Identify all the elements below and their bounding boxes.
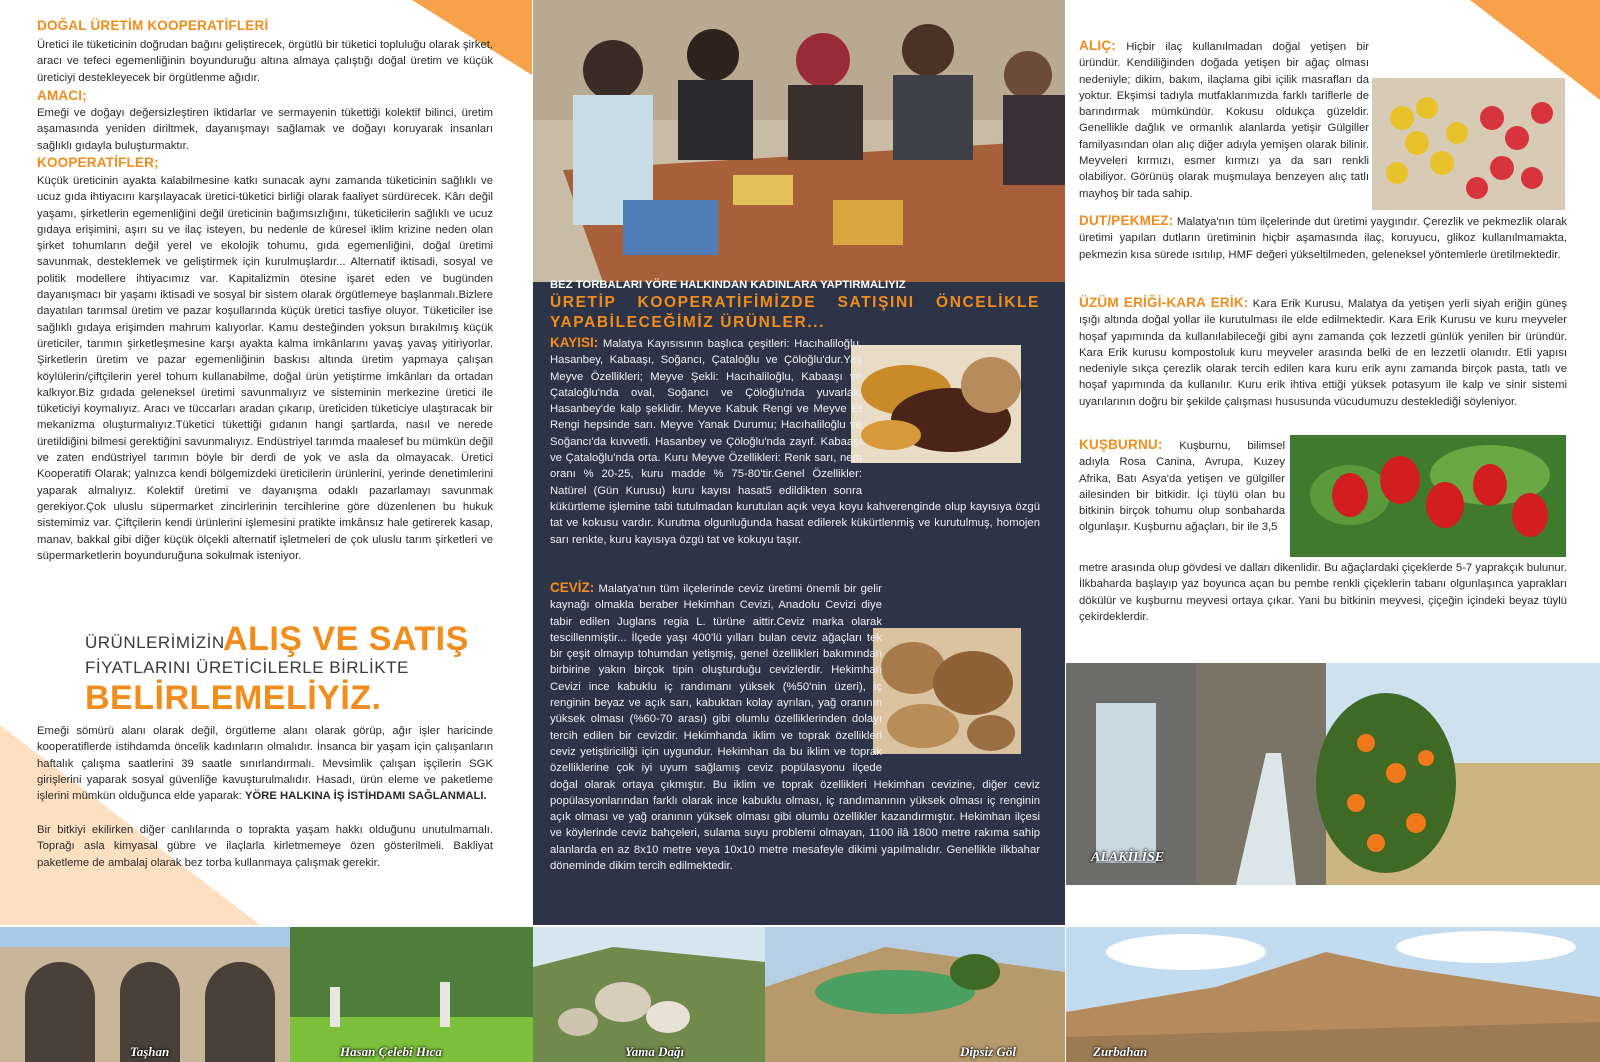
dut-body: Malatya'nın tüm ilçelerinde dut üretimi yaygındır. Çerezlik ve pekmezlik olarak üretimi yapılan dutların üretiminin hiçbir aşamasında ilaç, koruyucu, glikoz kullanılmamakta, pekmezin kısa sürede ısıtılıp, HMF değeri yükseltilmeden, geleneksel yöntemlerle üretilmektedir. bbox=[1079, 216, 1568, 261]
slogan-line-1: ÜRÜNLERİMİZİN bbox=[85, 633, 225, 652]
kayisi-text bbox=[550, 335, 1040, 548]
bitki-text: Bir bitkiyi ekilirken diğer canlılarında o toprakta yaşam hakkı olduğunu unutulmamalı. Toprağı asla kimyasal gübre ve ilaçlarla kirletmemeye özen gösterilmeli. Bakliyat paketleme de ambalaj olarak bez torba kullanmaya çalışmak gerekir. bbox=[37, 824, 493, 869]
zurbahan-photo bbox=[1066, 927, 1600, 1062]
emek-text bbox=[37, 723, 493, 804]
kusburnu-text bbox=[1079, 437, 1285, 536]
women-workshop-photo bbox=[533, 0, 1065, 282]
emek-bold: YÖRE HALKINA İŞ İSTİHDAMI SAĞLANMALI. bbox=[244, 790, 487, 803]
dipsiz-gol-photo bbox=[765, 927, 1065, 1062]
right-panel bbox=[1066, 0, 1600, 925]
yama-dagi-photo bbox=[533, 927, 765, 1062]
float-spacer-2 bbox=[882, 628, 1040, 764]
dut-text bbox=[1079, 213, 1567, 263]
kusburnu-label: KUŞBURNU: bbox=[1079, 437, 1163, 452]
kusburnu-body: Kuşburnu, bilimsel adıyla Rosa Canina, Avrupa, Kuzey Afrika, Batı Asya'da yetişen ve gülgiller ailesinden bir bitkidir. İçi tüylü olan bu bitkinin birçok tohumu olup sonbaharda olgunlaşır. Kuşburnu ağaçları, bir ile 3,5 bbox=[1079, 440, 1285, 534]
urunler-heading: ÜRETİP KOOPERATİFİMİZDE SATIŞINI ÖNCELİKLE YAPABİLECEĞİMİZ ÜRÜNLER... bbox=[550, 294, 1040, 331]
dogal-text: Üretici ile tüketicinin doğrudan bağını geliştirecek, örgütlü bir tüketici topluluğu olarak şirket, aracı ve tefeci egemenliğinin boyunduruğu altına almaya çalıştığı doğal üretim ve küçük üreticiyi destekleyecek bir örgütlenme ağıdır. bbox=[37, 39, 493, 84]
left-panel bbox=[0, 0, 532, 925]
hasan-celebi-photo bbox=[290, 927, 533, 1062]
slogan-line-2: FİYATLARINI ÜRETİCİLERLE BİRLİKTE bbox=[85, 658, 409, 677]
float-spacer bbox=[862, 335, 1040, 495]
alic-label: ALIÇ: bbox=[1079, 38, 1116, 53]
uzum-text bbox=[1079, 295, 1567, 410]
ceviz-label: CEVİZ: bbox=[550, 580, 595, 595]
kayisi-label: KAYISI: bbox=[550, 335, 599, 350]
alakilise-caption: ALAKİLİSE bbox=[1091, 850, 1165, 865]
uzum-label: ÜZÜM ERİĞİ-KARA ERİK: bbox=[1079, 295, 1249, 310]
amaci-heading: AMACI; bbox=[37, 88, 87, 103]
kooperatifler-text: Küçük üreticinin ayakta kalabilmesine katkı sunacak aynı zamanda tüketicinin sağlıklı ve ucuz gıda ihtiyacını karşılayacak üretici-tüketici birliği olarak faaliyet sürdürecek. Kârı değil yaşamı, şirketlerin egemenliğini değil üreticinin bağımsızlığını, tüketicilerin sağlıklı ve ucuz gıdaya erişimini, aşırı su ve ilaç isteyen, bu nedenle de küresel iklim krizine neden olan şirket tohumların değil yerel ve ekolojik tohumu, gıda egemenliğini, doğal üretimi savunmak, desteklemek ve geliştirmek için kurulmuşlardır... Alternatif iktisadi, sosyal ve politik modellere ihtiyacımız var. Kapitalizmin ötesine işaret eden ve bugünden dayanışmacı bir yaşamı iktisadi ve sosyal bir sistem olarak örgütlemeye başlanmalı.Bizlere dayatılan tarımsal üretim ve pazar koşullarında küçük üretici tasfiye oluyor. Tüketiciler ise sağlıklı gıdaya erişimden mahrum kalıyorlar. Kamu desteğinden yoksun bırakılmış küçük üreticiler, tarımın şirketleşmesine karşı ayakta kalma imkânlarını yavaş yavaş yitiriyorlar. Şirketlerin üretim ve pazar egemenliğinin baskısı altında üretim yapmaya çalışan köylülerin/çiftçilerin yerel tohum kullanabilme, doğal ürün yetiştirme imkânları da ortadan kalkıyor.Biz gıdada geleneksel üretimi savunmalıyız ve sisteminin merkezine üretici ile tüketiciyi koymalıyız. Aracı ve tüccarları aradan çıkarıp, üreticiden tüketiciye ulaştıracak bir mekanizma oluşturmalıyız.Tüketici tükettiği gıdanın hangi şartlarda, nasıl ve nerede üretildiğini bilmesi gerektiğini savunmalıyız. Endüstriyel tarımda maalesef bu mümkün değil ve zaten endüstriyel tarımın böyle bir derdi de yok ve asla da olmayacak. Üretici Kooperatifi Olarak; yalnızca kendi bölgemizdeki üreticilerin ürünlerini, yerinde denetimlerini yaparak almalıyız. Kolektif üretimi ve dayanışma odaklı pazarlamayı savunmak gerekiyor.Çok uluslu süpermarket zincirlerinin tercihlerine göre düzenlenen bu hukuk sistemimiz var. Çiftçilerin kendi ürünlerini işlemesini pratikte imkânsız hale getirerek kasap, manav, bakkal gibi diğer küçük ölçekli alternatif işletmeleri de çok uluslu tarım şirketleri ve süpermarketlerin boyunduruğuna sokulmak isteniyor. bbox=[37, 175, 493, 562]
slogan-big-1: ALIŞ VE SATIŞ bbox=[223, 620, 469, 658]
bez-torba-heading: BEZ TORBALARI YÖRE HALKINDAN KADINLARA YAPTIRMALIYIZ bbox=[550, 279, 906, 291]
caption-hasan-celebi: Hasan Çelebi Hıca bbox=[340, 1044, 442, 1059]
alic-body: Hiçbir ilaç kullanılmadan doğal yetişen bir üründür. Kendiliğinden doğada yetişen bir ağaç olması nedeniyle; dikim, bakım, ilaçlama gibi içilik masrafları da yoktur. Ekşimsi tadıyla mutfaklarımızda farklı tariflerle de barındırmak mümkündür. Kokusu oldukça güzeldir. Genellikle dağlık ve ormanlık alanlarda yetişir Gülgiller familyasından olan alıç diğer adıyla yemişen olarak bilinir. Meyveleri kırmızı, esmer kırmızı ya da sarı renkli olabiliyor. Görünüş olarak muşmulaya benzeyen alıç tatlı mayhoş bir tada sahip. bbox=[1079, 41, 1369, 200]
rosehip-photo bbox=[1290, 435, 1566, 557]
caption-zurbahan: Zurbahan bbox=[1093, 1044, 1148, 1059]
caption-dipsiz-gol: Dipsiz Göl bbox=[960, 1044, 1016, 1059]
amaci-text: Emeği ve doğayı değersizleştiren iktidarlar ve sermayenin tükettiği kolektif bilinci, üretim aşamasında yeniden diriltmek, dayanışmayı sağlamak ve doğayı koruyarak insanları sağlıklı gıdayla buluşturmaktır. bbox=[37, 107, 493, 152]
ceviz-text bbox=[550, 580, 1040, 874]
emek-paragraph: Emeği sömürü alanı olarak değil, örgütleme alanı olarak görüp, ağır işler haricinde kooperatiflerde istihdamda öncelik kadınların olmalıdır. İnsanca bir yaşam için çalışanların haftalık çalışma saatlerini 39 saatle sınırlandırmalı. Mevsimlik çalışan işçilerin SGK girişlerini yaparak sosyal güvenliğe kavuşturulmalıdır. Hasadı, ürün eleme ve paketleme işlerini mümkün olduğunca elde yaparak: bbox=[37, 725, 493, 803]
ceviz-body: Malatya'nın tüm ilçelerinde ceviz üretimi önemli bir gelir kaynağı olmakla beraber Hekimhan Cevizi, Anadolu Cevizi diye tabir edilen Juglans regia L. türüne aittir.Ceviz marka olarak tescillenmiştir... İlçede yaşı 400'lü yılları bulan ceviz ağaçları tek bir çeşit olmayıp tohumdan yetişmiş, genel özellikleri bakımından birbirine yakın birçok tipin oluşturduğu cevizlerdir. Hekimhan Cevizi ince kabuklu iç randımanı yüksek (%50'nin üzeri), iç renginin beyaz ve açık sarı, kabuktan kolay ayrılan, yağ oranının yüksek olması (%60-70 arası) gibi olumlu özelliklerinden dolayı tercih edilen bir cevizdir. Hekimhanda iklim ve toprak özellikleri ceviz yetiştiriciliği için uygundur. Hekimhan da bu iklim ve toprak özelliklerine çok iyi uyum sağlamış ceviz popülasyonu ilçede doğal olarak ortaya çıkmıştır. Bu iklim ve toprak özellikleri Hekimhan cevizine, diğer ceviz popülasyonlarından farklı olarak ince kabuklu olması, iç randımanının yüksek olması iç renginin açık olması ve yağ oranının yüksek olması gibi olumlu özellikler kazandırmıştır. Hekimhan ilçesi ve köylerinde ceviz bahçeleri, sulama suyu problemi olmayan, 1100 ilâ 1800 metre rakıma sahip alanlarda en az 8x10 metre veya 10x10 metre mesafeyle dikimi yapılmalıdır. Genellikle ilkbahar döneminde dikim tercih edilmektedir. bbox=[550, 583, 1040, 873]
dogal-heading: DOĞAL ÜRETİM KOOPERATİFLERİ bbox=[37, 18, 269, 33]
caption-tashan: Taşhan bbox=[130, 1044, 170, 1059]
middle-panel bbox=[533, 0, 1065, 925]
tashan-photo bbox=[0, 927, 290, 1062]
uzum-body: Kara Erik Kurusu, Malatya da yetişen yerli siyah eriğin güneş ışığı altında doğal yollar ile kurutulması ile elde edilmektedir. Kara Erik Kurusu ve kuru meyveler hoşaf yapımında da kullanılabileceği gibi aynı zamanda çok lezzetli günlük yenilen bir üründür. Kara Erik kurusu kompostoluk kuru meyveler arasında belki de en lezzetli olanıdır. Etli yapısı nedeniyle sıkça çerezlik olarak tercih edilen kara kuru erik aynı zamanda birçok pasta, tatlı ve hoşaf yapımında da kullanılır. Kuru erik ihtiva ettiği yüksek potasyum ile kalp ve sinir sistemi uyarılarının doğru bir şekilde çalışması hususunda vücudumuzu desteklediği söyleniyor. bbox=[1079, 298, 1567, 408]
kayisi-body: Malatya Kayısısının başlıca çeşitleri: Hacıhaliloğlu, Hasanbey, Kabaaşı, Soğancı, Çataloğlu ve Çöloğlu'dur.Yaş Meyve Özellikleri; Meyve Şekli: Hacıhaliloğlu, Kabaaşı ve Çataloğlu'nda oval, Soğancı ve Çöloğlu'nda yuvarlak, Hasanbey'de kalp şeklidir. Meyve Kabuk Rengi ve Meyve Et Rengi hepsinde sarı. Meyve Yanak Durumu; Hacıhaliloğlu ve Soğancı'da kuvvetli. Hasanbey ve Çöloğlu'nda zayıf. Kabaaşı ve Çataloğlu'nda orta. Kuru Meyve Özellikleri: Renk sarı, nem oranı % 20-25, kuru madde % 75-80'tir.Genel Özellikler: Natürel (Gün Kurusu) kuru kayısı hasat5 edildikten sonra kükürtleme işlemine tabi tutulmadan kurutulan açık veya koyu kahverenginde olup kayısıya özgü tat ve kokusu vardır. Kurutma olgunluğunda hasat edilerek kükürtlenmiş ve kurutulmuş, homojen sarı renkte, kuru kayısıya özgü tat ve kokuyu taşır. bbox=[550, 338, 1040, 546]
kooperatifler-heading: KOOPERATİFLER; bbox=[37, 155, 159, 170]
caption-yama-dagi: Yama Dağı bbox=[625, 1044, 685, 1059]
slogan-big-2: BELİRLEMELİYİZ. bbox=[85, 679, 382, 717]
kusburnu-text-2: metre arasında olup gövdesi ve dalları dikenlidir. Bu ağaçlardaki çiçeklerde 5-7 yaprakçık bulunur. İlkbaharda başlayıp yaz boyunca açan bu pembe renkli çiçeklerin tabanı olgunlaşınca yaprakları dökülür ve kuşburnu meyvesi ortaya çıkar. Yani bu bitkinin meyvesi, çiçeğin içindeki beyaz tüylü çekirdeklerdir. bbox=[1079, 562, 1567, 623]
dut-label: DUT/PEKMEZ: bbox=[1079, 213, 1174, 228]
